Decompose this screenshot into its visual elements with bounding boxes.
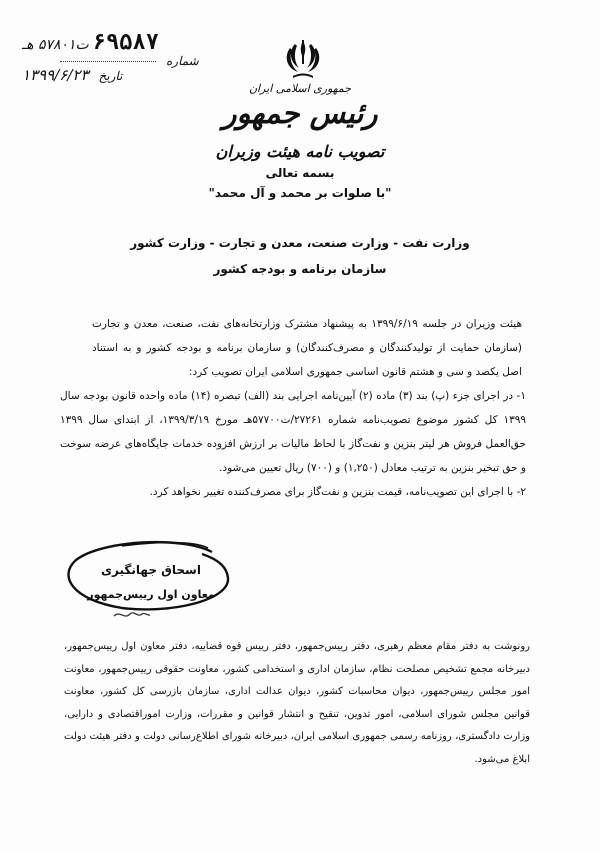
intro-paragraph: هیئت وزیران در جلسه ۱۳۹۹/۶/۱۹ به پیشنهاد مشترک وزارتخانه‌های نفت، صنعت، معدن و تجارت (سازمان حمایت از تولیدکنندگان و مصرف‌کنندگان) و سازمان برنامه و بودجه کشور و به استناد اصل یکصد و سی و هشتم قانون اساسی جمهوری اسلامی ایران تصویب کرد: <box>92 318 523 378</box>
recipients-line-2: سازمان برنامه و بودجه کشور <box>213 262 387 276</box>
document-number: ۶۹۵۸۷ <box>92 30 159 55</box>
number-label: شماره <box>166 54 199 68</box>
clause-2: ۲- با اجرای این تصویب‌نامه، قیمت بنزین و نفت‌گاز برای مصرف‌کننده تغییر نخواهد کرد. <box>149 486 526 498</box>
reference-code: ت۵۷۸۰۱ هـ <box>22 37 89 53</box>
recipients-line-1: وزارت نفت - وزارت صنعت، معدن و تجارت - وزارت کشور <box>130 236 470 250</box>
basmala: بسمه تعالی <box>265 166 335 180</box>
initials-scribble <box>112 608 152 622</box>
date-label: تاریخ <box>98 69 123 83</box>
number-dotted-line <box>60 61 156 62</box>
date-value: ۱۳۹۹/۶/۲۳ <box>22 66 89 84</box>
cc-distribution-list: رونوشت به دفتر مقام معظم رهبری، دفتر رییس‌جمهور، دفتر رییس قوه قضاییه، دفتر معاون اول رییس‌جمهور، دبیرخانه مجمع تشخیص مصلحت نظام، سازمان اداری و استخدامی کشور، معاونت حقوقی رییس‌جمهور، معاونت امور مجلس رییس‌جمهور، دیوان محاسبات کشور، دیوان عدالت اداری، سازمان بازرسی کل کشور، معاونت قوانین مجلس شورای اسلامی، امور تدوین، تنقیح و انتشار قوانین و مقررات، وزارت اموراقتصادی و دارایی، وزارت دادگستری، روزنامه رسمی جمهوری اسلامی ایران، دبیرخانه شورای اطلاع‌رسانی دولت و دفتر هیئت دولت ابلاغ می‌شود. <box>64 641 530 765</box>
iran-emblem-icon <box>283 38 323 82</box>
salawat: "با صلوات بر محمد و آل محمد" <box>208 186 392 200</box>
clause-1: ۱- در اجرای جزء (پ) بند (۳) ماده (۲) آیین‌نامه اجرایی بند (الف) تبصره (۱۴) ماده واحده قانون بودجه سال ۱۳۹۹ کل کشور موضوع تصویب‌نامه شماره ۲۷۲۶۱/ت۵۷۷۰۰هـ مورخ ۱۳۹۹/۳/۱۹، از ابتدای سال ۱۳۹۹ حق‌العمل فروش هر لیتر بنزین و نفت‌گاز با لحاظ مالیات بر ارزش افزوده خدمات جایگاه‌های عرضه سوخت و حق تبخیر بنزین به ترتیب معادل (۱,۲۵۰) و (۷۰۰) ریال تعیین می‌شود. <box>60 390 526 474</box>
cabinet-decree-subtitle: تصویب نامه هیئت وزیران <box>215 142 385 161</box>
president-title: رئیس جمهور <box>222 96 378 130</box>
signatory-name: اسحاق جهانگیری <box>101 563 201 577</box>
republic-label: جمهوری اسلامی ایران <box>248 82 352 95</box>
signatory-title: معاون اول رییس‌جمهور <box>87 588 215 601</box>
